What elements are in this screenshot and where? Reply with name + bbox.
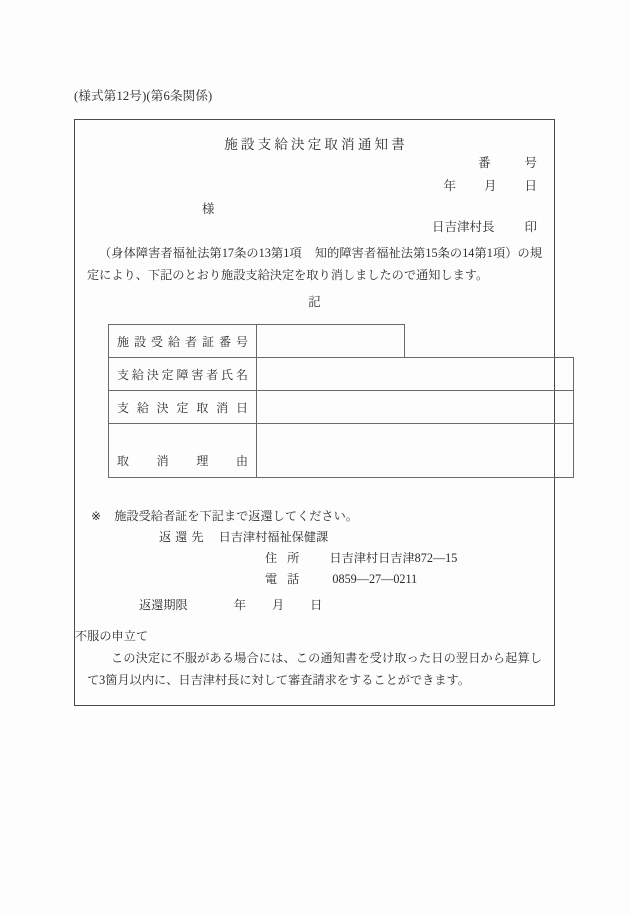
- table-row-label: [109, 391, 257, 424]
- appeal-text: この決定に不服がある場合には、この通知書を受け取った日の翌日から起算して3箇月以内に、日吉津村長に対して審査請求をすることができます。: [87, 651, 542, 687]
- appeal-block: [75, 625, 542, 691]
- return-address-line: [75, 548, 554, 569]
- table-row-label-text: 支給決定障害者氏名: [117, 367, 248, 382]
- document-number-field: [478, 153, 537, 171]
- return-address-value: 日吉津村日吉津872—15: [329, 551, 458, 565]
- table-row-label: [109, 424, 257, 478]
- table-row-label-text: 施設受給者証番号: [117, 334, 248, 349]
- table-row: [109, 358, 574, 391]
- table-row-label-text: 支給決定取消日: [117, 400, 248, 415]
- return-deadline-label: 返還期限: [139, 598, 188, 612]
- deadline-year-label: 年: [233, 598, 246, 612]
- table-row-value[interactable]: [257, 391, 574, 424]
- date-month-label: 月: [483, 179, 497, 193]
- document-frame-inner: [75, 120, 554, 705]
- table-row-value[interactable]: [257, 358, 574, 391]
- document-number-label: 番: [477, 156, 491, 170]
- table-row-value[interactable]: [257, 325, 405, 358]
- form-number-label: (様式第12号)(第6条関係): [74, 89, 213, 103]
- return-destination-label: 返還先: [159, 530, 208, 544]
- return-destination-line: [75, 527, 554, 548]
- document-date-field: [443, 176, 537, 194]
- deadline-day-label: 日: [310, 598, 323, 612]
- body-clause-part-2: 知的障害者福祉法第15条の14第1項）の規定により、下記のとおり施設支給決定を取り消しましたので通知します。: [87, 246, 543, 282]
- ki-mark: 記: [308, 295, 321, 309]
- page-title: 施設支給決定取消通知書: [224, 137, 408, 152]
- table-row-value-void: [405, 325, 574, 358]
- return-address-label: 住所: [265, 551, 310, 565]
- table-row: [109, 325, 574, 358]
- table-row: [109, 391, 574, 424]
- return-telephone-line: [75, 569, 554, 590]
- table-row-label: [109, 358, 257, 391]
- date-day-label: 日: [524, 179, 537, 193]
- date-year-label: 年: [443, 179, 456, 193]
- issuer-line: [432, 217, 537, 235]
- return-deadline-line: [75, 590, 554, 616]
- information-table: [108, 324, 574, 478]
- issuer-seal-mark: 印: [524, 220, 537, 234]
- return-telephone-value: 0859—27—0211: [332, 572, 418, 586]
- document-number-unit: 号: [524, 156, 537, 170]
- note-mark-icon: ※: [91, 509, 102, 523]
- return-instruction-text: 施設受給者証を下記まで返還してください。: [114, 509, 358, 523]
- issuer-name: 日吉津村長: [431, 220, 495, 234]
- return-instruction-line: [75, 506, 554, 527]
- body-paragraph: [87, 242, 542, 286]
- return-destination-value: 日吉津村福祉保健課: [218, 530, 329, 544]
- deadline-month-label: 月: [271, 598, 285, 612]
- appeal-title: 不服の申立て: [75, 629, 149, 643]
- table-row-label-text: 取消理由: [117, 454, 248, 468]
- return-notice-block: [75, 506, 554, 616]
- table-row-value[interactable]: [257, 424, 574, 478]
- return-telephone-label: 電話: [265, 572, 310, 586]
- table-row: [109, 424, 574, 478]
- table-row-label: [109, 325, 257, 358]
- document-frame: [74, 119, 555, 706]
- body-clause-part-1: （身体障害者福祉法第17条の13第1項: [99, 246, 302, 260]
- addressee-honorific: 様: [202, 202, 215, 216]
